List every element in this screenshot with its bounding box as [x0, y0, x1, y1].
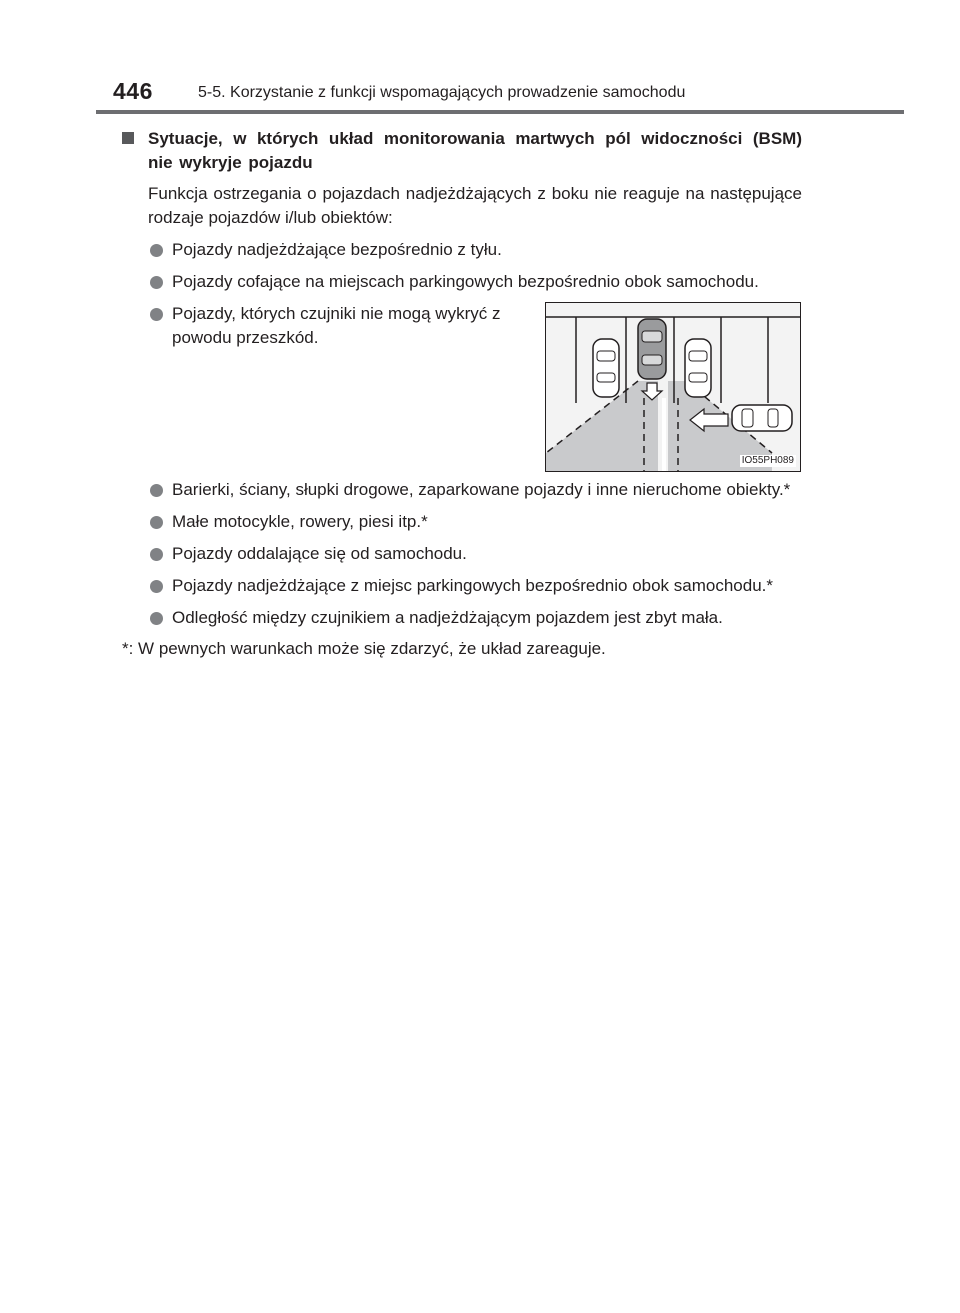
parked-car-right	[685, 339, 711, 397]
list-item	[122, 606, 802, 630]
list-item	[122, 478, 802, 502]
round-bullet-icon	[150, 516, 163, 529]
list-item	[122, 510, 802, 534]
round-bullet-icon	[150, 484, 163, 497]
list-item	[122, 574, 802, 598]
list-item-text: Pojazdy nadjeżdżające z miejsc parkingowych bezpośrednio obok samochodu.*	[172, 576, 774, 595]
section-heading-text: Sytuacje, w których układ monitorowania martwych pól widoczności (BSM) nie wykryje pojazdu	[148, 129, 802, 172]
reversing-car	[638, 319, 666, 379]
list-item-text: Małe motocykle, rowery, piesi itp.*	[172, 512, 428, 531]
header-divider	[96, 110, 904, 114]
square-bullet-icon	[122, 132, 134, 144]
intro-paragraph: Funkcja ostrzegania o pojazdach nadjeżdżających z boku nie reaguje na następujące rodzaje pojazdów i/lub obiektów:	[148, 184, 802, 227]
list-item-text: Pojazdy oddalające się od samochodu.	[172, 544, 467, 563]
list-item-text: Pojazdy cofające na miejscach parkingowych bezpośrednio obok samochodu.	[172, 272, 759, 291]
list-item	[122, 270, 802, 294]
parking-lot-reversing-car-illustration	[546, 303, 800, 471]
round-bullet-icon	[150, 276, 163, 289]
footnote: *: W pewnych warunkach może się zdarzyć, że układ zareaguje.	[122, 639, 606, 658]
section-heading	[122, 127, 802, 175]
list-item-text: Pojazdy, których czujniki nie mogą wykryć z powodu przeszkód.	[172, 304, 501, 347]
bullet-list	[122, 238, 802, 630]
round-bullet-icon	[150, 244, 163, 257]
list-item-text: Pojazdy nadjeżdżające bezpośrednio z tyłu.	[172, 240, 502, 259]
round-bullet-icon	[150, 580, 163, 593]
list-item	[122, 238, 802, 262]
parked-car-left	[593, 339, 619, 397]
round-bullet-icon	[150, 612, 163, 625]
content-section	[122, 127, 802, 661]
page-header-title: 5-5. Korzystanie z funkcji wspomagających prowadzenie samochodu	[198, 84, 686, 101]
parking-lot-figure	[545, 302, 801, 472]
list-item-text: Odległość między czujnikiem a nadjeżdżającym pojazdem jest zbyt mała.	[172, 608, 723, 627]
figure-code: IO55PH089	[741, 455, 794, 466]
page-number: 446	[113, 78, 153, 104]
round-bullet-icon	[150, 548, 163, 561]
list-item	[122, 302, 802, 470]
list-item-text: Barierki, ściany, słupki drogowe, zaparkowane pojazdy i inne nieruchome obiekty.*	[172, 480, 791, 499]
round-bullet-icon	[150, 308, 163, 321]
approaching-car	[732, 405, 792, 431]
list-item	[122, 542, 802, 566]
